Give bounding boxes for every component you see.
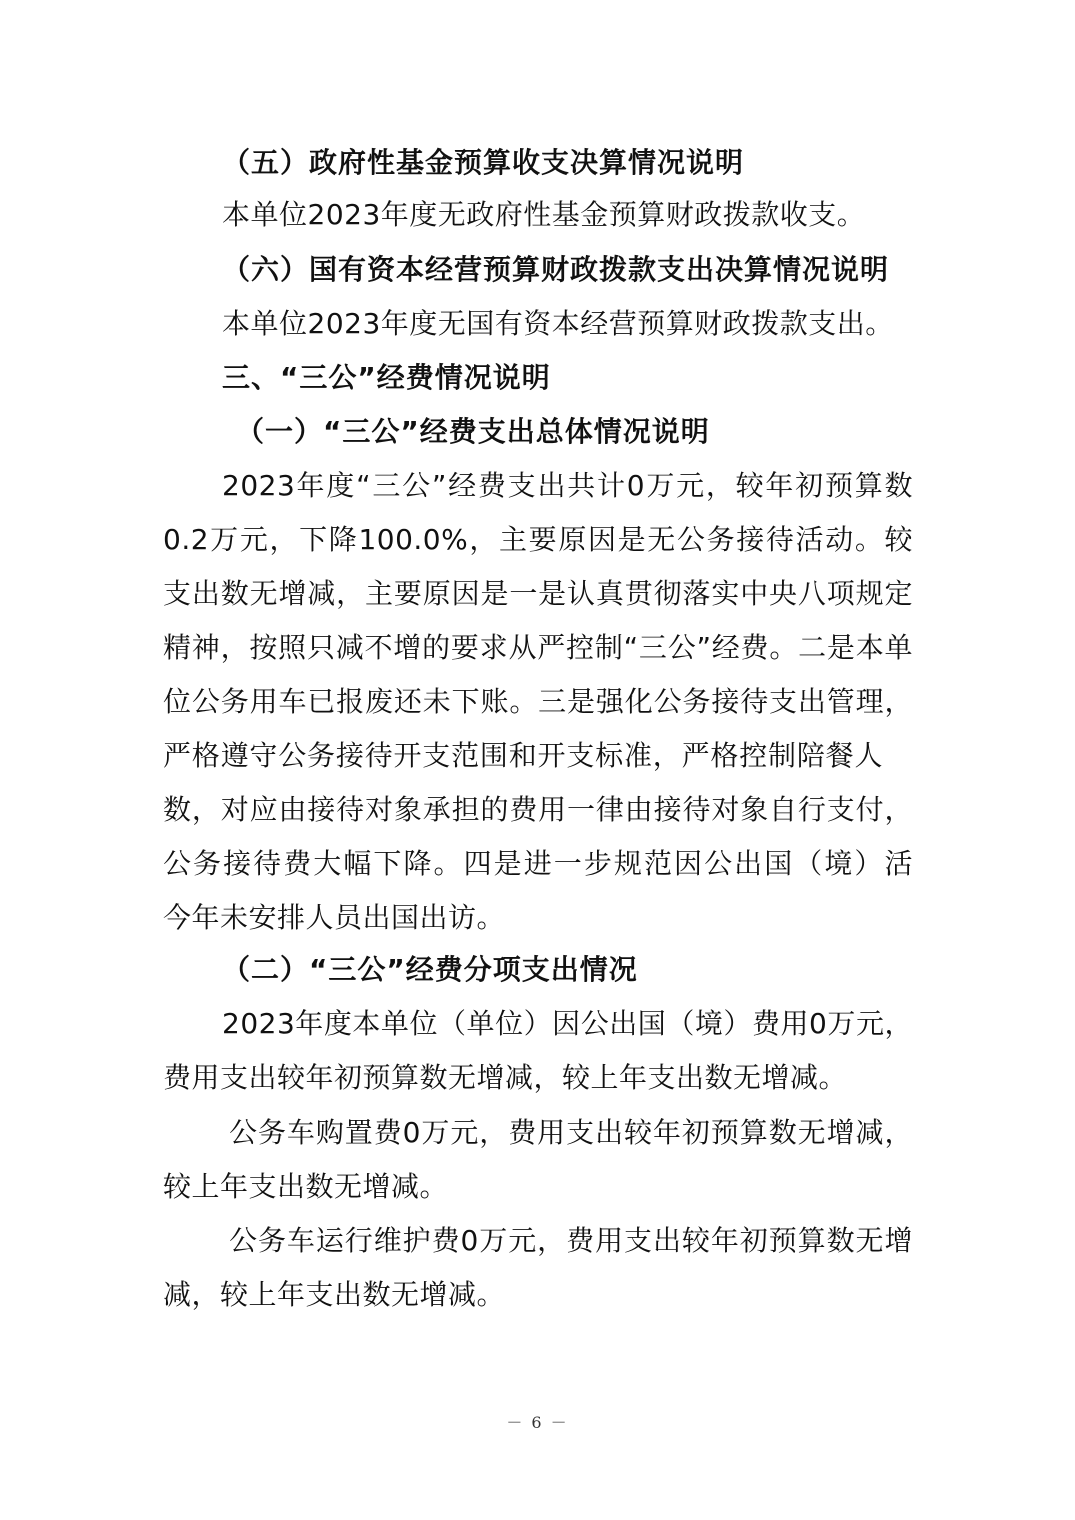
subsection-heading-3-1: （一）“三公”经费支出总体情况说明 [236, 415, 710, 448]
paragraph-line: 公务接待费大幅下降。四是进一步规范因公出国（境）活 [163, 847, 913, 880]
paragraph-line: 精神，按照只减不增的要求从严控制“三公”经费。二是本单 [163, 631, 913, 664]
part-3-heading: 三、“三公”经费情况说明 [222, 361, 551, 394]
paragraph-line: 2023年度本单位（单位）因公出国（境）费用0万元， [222, 1007, 913, 1040]
page-number: － 6 － [506, 1413, 569, 1432]
paragraph-line: 较上年支出数无增减。 [163, 1170, 449, 1203]
paragraph-line: 数，对应由接待对象承担的费用一律由接待对象自行支付， [163, 793, 913, 826]
paragraph-line: 费用支出较年初预算数无增减，较上年支出数无增减。 [163, 1061, 848, 1094]
section-heading-5: （五）政府性基金预算收支决算情况说明 [222, 146, 745, 179]
section-6-text: 本单位2023年度无国有资本经营预算财政拨款支出。 [222, 307, 894, 340]
paragraph-line: 公务车运行维护费0万元，费用支出较年初预算数无增 [229, 1224, 913, 1257]
paragraph-line: 严格遵守公务接待开支范围和开支标准，严格控制陪餐人 [163, 739, 883, 772]
paragraph-line: 支出数无增减，主要原因是一是认真贯彻落实中央八项规定 [163, 577, 913, 610]
section-5-text: 本单位2023年度无政府性基金预算财政拨款收支。 [222, 198, 866, 231]
paragraph-line: 今年未安排人员出国出访。 [163, 901, 506, 934]
paragraph-line: 0.2万元，下降100.0%，主要原因是无公务接待活动。较 [163, 523, 913, 556]
paragraph-line: 公务车购置费0万元，费用支出较年初预算数无增减， [229, 1116, 913, 1149]
section-heading-6: （六）国有资本经营预算财政拨款支出决算情况说明 [222, 253, 890, 286]
subsection-heading-3-2: （二）“三公”经费分项支出情况 [222, 953, 638, 986]
paragraph-line: 位公务用车已报废还未下账。三是强化公务接待支出管理， [163, 685, 913, 718]
paragraph-line: 减，较上年支出数无增减。 [163, 1278, 506, 1311]
paragraph-line: 2023年度“三公”经费支出共计0万元，较年初预算数 [222, 469, 913, 502]
